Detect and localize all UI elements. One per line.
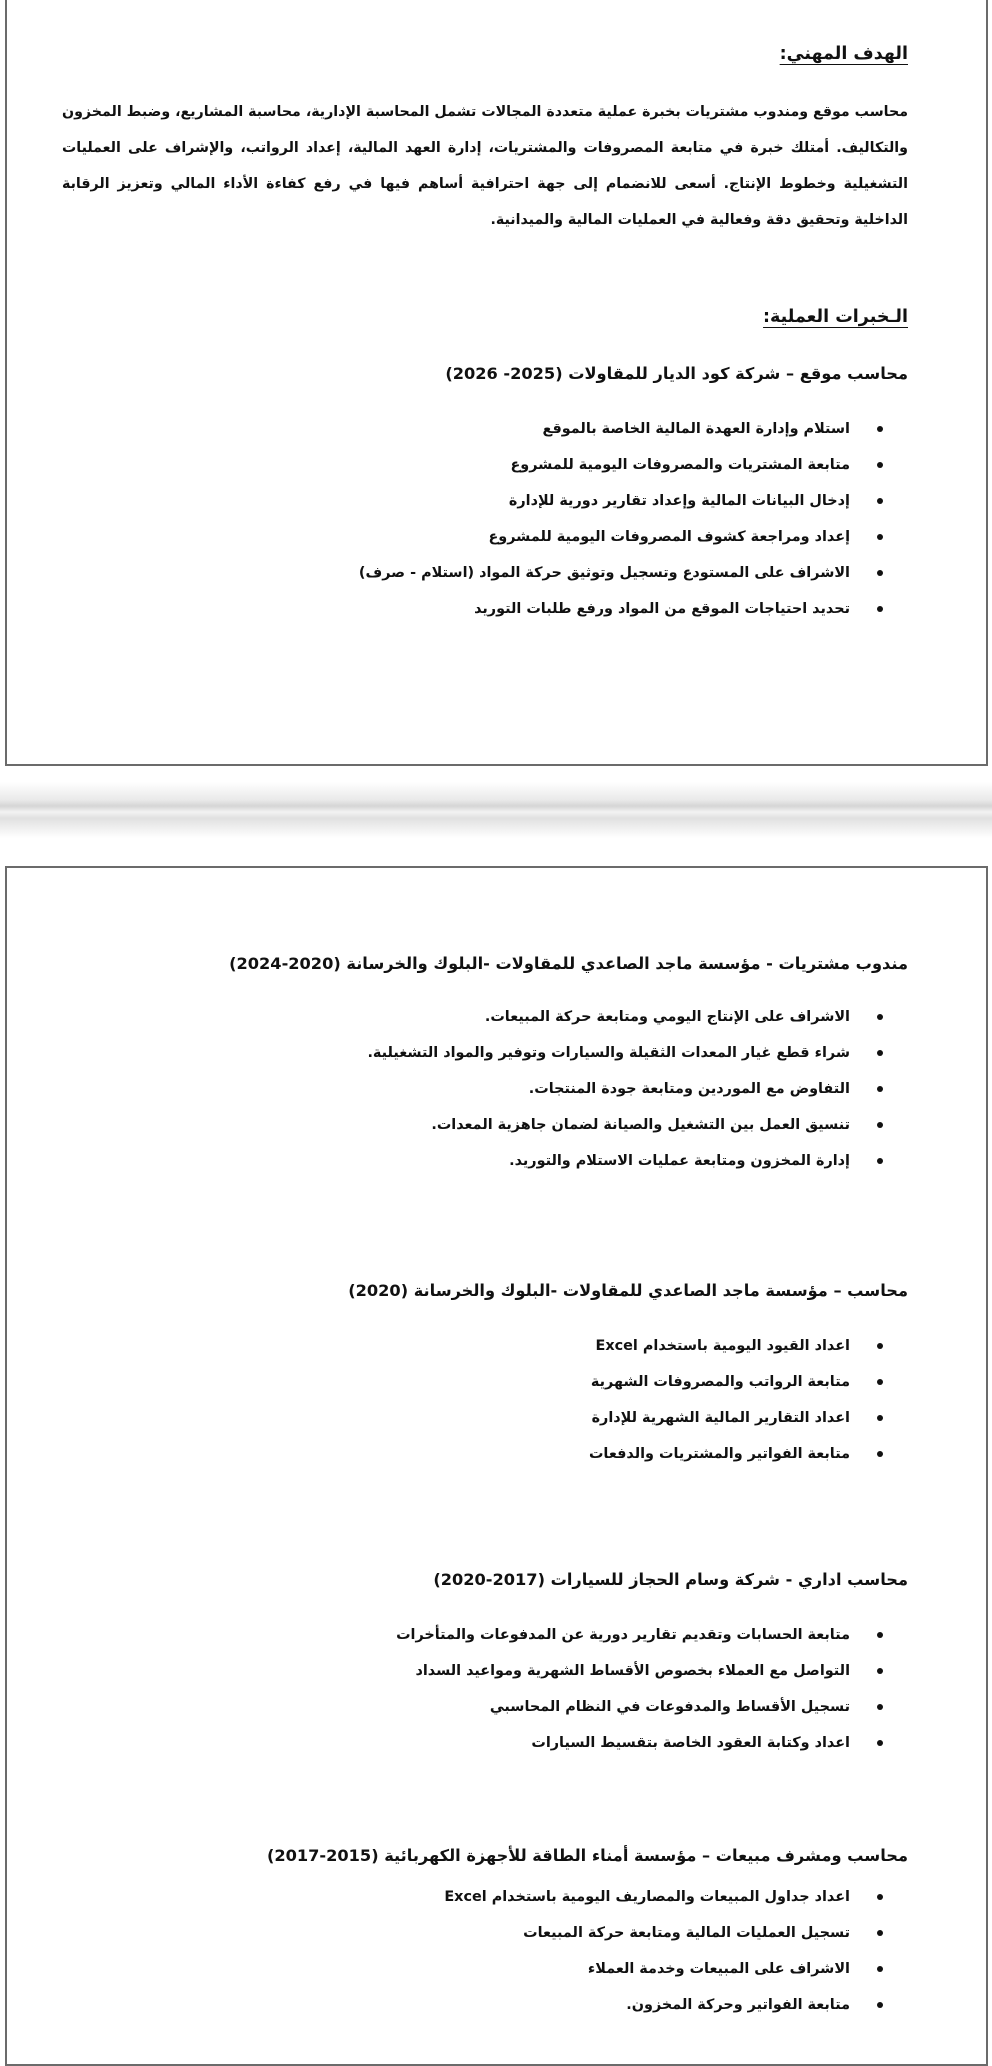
job-title: مندوب مشتريات - مؤسسة ماجد الصاعدي للمقاولات -البلوك والخرسانة (2020-2024) [229,954,908,973]
list-item: إعداد ومراجعة كشوف المصروفات اليومية للمشروع [359,519,883,555]
job-duties-list [444,1879,883,2023]
list-item: التفاوض مع الموردين ومتابعة جودة المنتجات. [367,1071,883,1107]
page-separator [0,782,992,842]
job-title: محاسب اداري - شركة وسام الحجاز للسيارات (2017-2020) [433,1570,908,1589]
job-duties-list [396,1617,883,1761]
list-item: إدارة المخزون ومتابعة عمليات الاستلام والتوريد. [367,1143,883,1179]
experience-heading: الـخبرات العملية: [763,307,908,327]
list-item: اعداد وكتابة العقود الخاصة بتقسيط السيارات [396,1725,883,1761]
list-item: تسجيل الأقساط والمدفوعات في النظام المحاسبي [396,1689,883,1725]
list-item: اعداد القيود اليومية باستخدام Excel [589,1328,883,1364]
list-item: اعداد جداول المبيعات والمصاريف اليومية باستخدام Excel [444,1879,883,1915]
objective-paragraph: محاسب موقع ومندوب مشتريات بخبرة عملية متعددة المجالات تشمل المحاسبة الإدارية، محاسبة المشاريع، وضبط المخزون والتكاليف. أمتلك خبرة في متابعة المصروفات والمشتريات، إدارة العهد المالية، إعداد الرواتب، والإشراف على العمليات التشغيلية وخطوط الإنتاج. أسعى للانضمام إلى جهة احترافية أساهم فيها في رفع كفاءة الأداء المالي وتعزيز الرقابة الداخلية وتحقيق دقة وفعالية في العمليات المالية والميدانية. [62,104,908,228]
list-item: تحديد احتياجات الموقع من المواد ورفع طلبات التوريد [359,591,883,627]
list-item: الاشراف على المبيعات وخدمة العملاء [444,1951,883,1987]
job-duties-list [359,411,883,627]
objective-heading: الهدف المهني: [779,44,908,64]
list-item: الاشراف على الإنتاج اليومي ومتابعة حركة المبيعات. [367,999,883,1035]
list-item: التواصل مع العملاء بخصوص الأقساط الشهرية ومواعيد السداد [396,1653,883,1689]
job-duties-list [589,1328,883,1472]
list-item: استلام وإدارة العهدة المالية الخاصة بالموقع [359,411,883,447]
job-title: محاسب ومشرف مبيعات – مؤسسة أمناء الطاقة للأجهزة الكهربائية (2015-2017) [266,1846,908,1865]
list-item: متابعة الرواتب والمصروفات الشهرية [589,1364,883,1400]
list-item: تنسيق العمل بين التشغيل والصيانة لضمان جاهزية المعدات. [367,1107,883,1143]
list-item: متابعة الفواتير والمشتريات والدفعات [589,1436,883,1472]
list-item: متابعة المشتريات والمصروفات اليومية للمشروع [359,447,883,483]
list-item: شراء قطع غيار المعدات الثقيلة والسيارات وتوفير والمواد التشغيلية. [367,1035,883,1071]
job-title: محاسب – مؤسسة ماجد الصاعدي للمقاولات -البلوك والخرسانة (2020) [348,1281,908,1300]
list-item: اعداد التقارير المالية الشهرية للإدارة [589,1400,883,1436]
list-item: تسجيل العمليات المالية ومتابعة حركة المبيعات [444,1915,883,1951]
job-title: محاسب موقع – شركة كود الديار للمقاولات (2025- 2026) [445,364,908,383]
list-item: متابعة الحسابات وتقديم تقارير دورية عن المدفوعات والمتأخرات [396,1617,883,1653]
list-item: متابعة الفواتير وحركة المخزون. [444,1987,883,2023]
list-item: إدخال البيانات المالية وإعداد تقارير دورية للإدارة [359,483,883,519]
job-duties-list [367,999,883,1179]
list-item: الاشراف على المستودع وتسجيل وتوثيق حركة المواد (استلام - صرف) [359,555,883,591]
